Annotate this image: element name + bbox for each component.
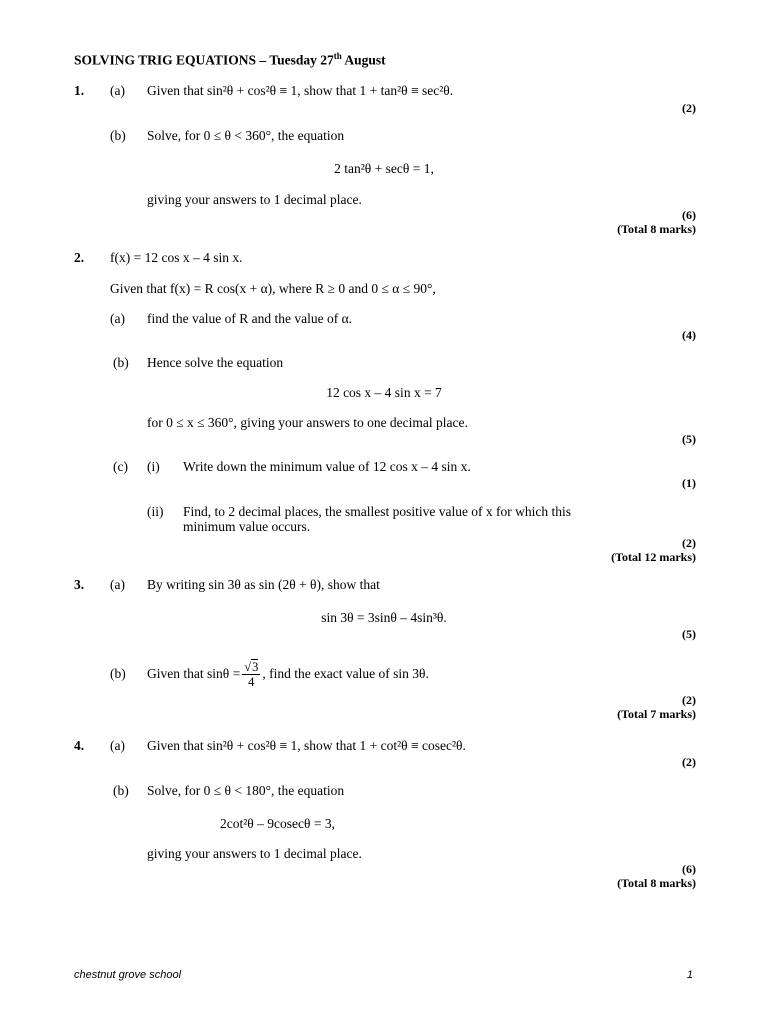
q2-part-b-instruction: for 0 ≤ x ≤ 360°, giving your answers to one decimal place. [147, 415, 468, 430]
q3-part-a-marks: (5) [682, 627, 696, 641]
q2-intro: f(x) = 12 cos x – 4 sin x. [110, 250, 243, 265]
q3-part-b-text: Given that sinθ = $\frac{√3}{4}$ , find the exact value of sin 3θ. [147, 660, 429, 690]
q2-part-b-equation: 12 cos x – 4 sin x = 7 [326, 385, 442, 400]
q1-part-a-label: (a) [110, 83, 125, 98]
q2-part-c-i-marks: (1) [682, 476, 696, 490]
q3-fraction: $\frac{√3}{4}$ [244, 660, 259, 690]
q4-part-b-equation: 2cot²θ – 9cosecθ = 3, [220, 816, 335, 831]
q3-part-a-label: (a) [110, 577, 125, 592]
q2-part-c-ii-text-line2: minimum value occurs. [183, 519, 311, 534]
q4-part-b-marks: (6) [682, 862, 696, 876]
q4-part-b-text: Solve, for 0 ≤ θ < 180°, the equation [147, 783, 345, 798]
q2-part-c-ii-text-line1: Find, to 2 decimal places, the smallest positive value of x for which this [183, 504, 572, 519]
q2-part-b-marks: (5) [682, 432, 696, 446]
q2-given: Given that f(x) = R cos(x + α), where R ≥ 0 and 0 ≤ α ≤ 90°, [110, 281, 436, 296]
question-3-number: 3. [74, 577, 85, 592]
q2-part-c-ii-marks: (2) [682, 536, 696, 550]
q4-part-b-instruction: giving your answers to 1 decimal place. [147, 846, 362, 861]
q4-part-a-label: (a) [110, 738, 125, 753]
q4-part-a-marks: (2) [682, 755, 696, 769]
q4-total-marks: (Total 8 marks) [617, 876, 696, 890]
q3-part-a-text: By writing sin 3θ as sin (2θ + θ), show that [147, 577, 380, 592]
footer-page-number: 1 [686, 969, 693, 981]
q3-part-a-equation: sin 3θ = 3sinθ – 4sin³θ. [321, 610, 447, 625]
q1-part-b-text: Solve, for 0 ≤ θ < 360°, the equation [147, 128, 345, 143]
q2-part-c-i-text: Write down the minimum value of 12 cos x – 4 sin x. [183, 459, 471, 474]
question-4-number: 4. [74, 738, 85, 753]
q1-part-b-marks: (6) [682, 208, 696, 222]
q2-part-a-marks: (4) [682, 328, 696, 342]
q3-part-b-marks: (2) [682, 693, 696, 707]
page-title: SOLVING TRIG EQUATIONS – Tuesday 27th August [74, 51, 386, 68]
q2-part-a-label: (a) [110, 311, 125, 326]
q2-total-marks: (Total 12 marks) [611, 550, 696, 564]
q2-part-c-ii-label: (ii) [147, 504, 164, 519]
q3-total-marks: (Total 7 marks) [617, 707, 696, 721]
q1-part-b-label: (b) [110, 128, 126, 143]
question-1-number: 1. [74, 83, 85, 98]
q2-part-c-label: (c) [113, 459, 128, 474]
q3-part-b-label: (b) [110, 666, 126, 681]
q1-part-b-instruction: giving your answers to 1 decimal place. [147, 192, 362, 207]
q1-total-marks: (Total 8 marks) [617, 222, 696, 236]
q2-part-a-text: find the value of R and the value of α. [147, 311, 353, 326]
q1-part-a-text: Given that sin²θ + cos²θ ≡ 1, show that 1 + tan²θ ≡ sec²θ. [147, 83, 454, 98]
q2-part-b-label: (b) [113, 355, 129, 370]
question-2-number: 2. [74, 250, 85, 265]
q4-part-a-text: Given that sin²θ + cos²θ ≡ 1, show that 1 + cot²θ ≡ cosec²θ. [147, 738, 466, 753]
q2-part-c-i-label: (i) [147, 459, 160, 474]
q1-part-a-marks: (2) [682, 101, 696, 115]
q2-part-b-text: Hence solve the equation [147, 355, 284, 370]
footer-school-name: chestnut grove school [74, 969, 182, 981]
q4-part-b-label: (b) [113, 783, 129, 798]
q1-part-b-equation: 2 tan²θ + secθ = 1, [334, 161, 434, 176]
